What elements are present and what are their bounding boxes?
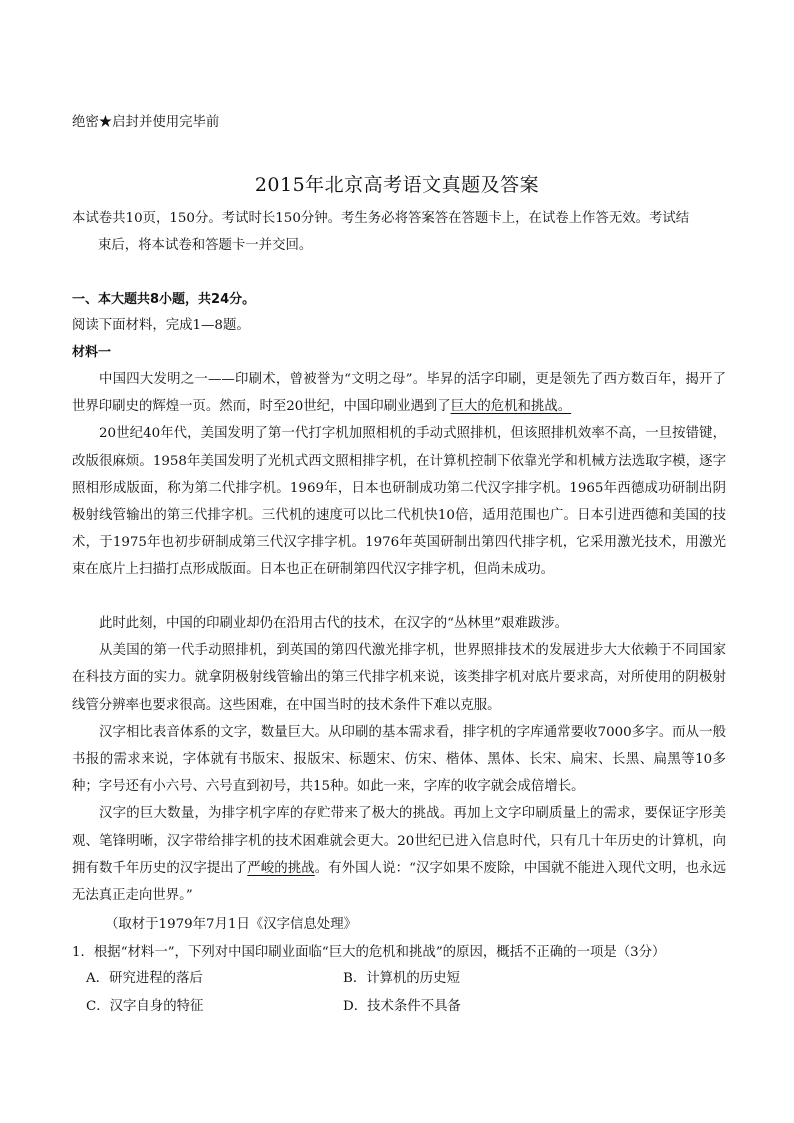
paragraph-5: 汉字相比表音体系的文字，数量巨大。从印刷的基本需求看，排字机的字库通常要收7000多字。而从一般书报的需求来说，字体就有书版宋、报版宋、标题宋、仿宋、楷体、黑体、长宋、扁宋、长黑、扁黑等10多种；字号还有小六号、六号直到初号，共15种。如此一来，字库的收字就会成倍增长。	[72, 724, 726, 795]
material-label: 材料一	[72, 345, 112, 360]
paragraph-1	[72, 366, 726, 420]
notice-line-2: 束后，将本试卷和答题卡一并交回。	[98, 238, 313, 253]
paragraph-6	[72, 800, 726, 909]
option-c: C．汉字自身的特征	[86, 999, 204, 1014]
paragraph-1-text: 中国四大发明之一——印刷术，曾被誉为“文明之母”。毕昇的活字印刷，更是领先了西方数百年，揭开了世界印刷史的辉煌一页。然而，时至20世纪，中国印刷业遇到了	[72, 372, 726, 415]
paragraph-6-text-a: 汉字的巨大数量，为排字机字库的存贮带来了极大的挑战。再加上文字印刷质量上的需求，要保证字形美观、笔锋明晰，汉字带给排字机的技术困难就会更大。20世纪已进入信息时代，只有几十年历史的计算机，向拥有数千年历史的汉字提出了	[72, 806, 726, 876]
option-d: D．技术条件不具备	[343, 999, 461, 1014]
underlined-phrase-challenge: 严峻的挑战	[247, 860, 315, 876]
confidential-mark: 绝密★启封并使用完毕前	[72, 115, 220, 130]
notice-line-1: 本试卷共10页，150分。考试时长150分钟。考生务必将答案答在答题卡上，在试卷上作答无效。考试结	[72, 211, 690, 226]
question-1-stem: 1．根据“材料一”，下列对中国印刷业面临“巨大的危机和挑战”的原因，概括不正确的一项是（3分）	[72, 945, 666, 960]
exam-notice	[72, 205, 724, 259]
material-body-part-2	[72, 610, 726, 909]
page-title: 2015年北京高考语文真题及答案	[254, 174, 540, 196]
underlined-phrase-crisis: 巨大的危机和挑战。	[450, 399, 572, 415]
material-body-part-1	[72, 366, 726, 584]
paragraph-2: 20世纪40年代，美国发明了第一代打字机加照相机的手动式照排机，但该照排机效率不高，一旦按错键，改版很麻烦。1958年美国发明了光机式西文照相排字机，在计算机控制下依靠光学和机械方法选取字模，逐字照相形成版面，称为第二代排字机。1969年，日本也研制成功第二代汉字排字机。1965年西德成功研制出阴极射线管输出的第三代排字机。三代机的速度可以比二代机快10倍，适用范围也广。日本引进西德和美国的技术，于1975年也初步研制成第三代汉字排字机。1976年英国研制出第四代排字机，它采用激光技术，用激光束在底片上扫描打点形成版面。日本也正在研制第四代汉字排字机，但尚未成功。	[72, 426, 726, 578]
paragraph-3: 此时此刻，中国的印刷业却仍在沿用古代的技术，在汉字的“丛林里”艰难跋涉。	[99, 616, 568, 631]
paragraph-6-text-b: 。有外国人说：“汉字如果不废除，中国就不能进入现代文明，也永远无法真正走向世界。”	[72, 860, 727, 904]
paragraph-4: 从美国的第一代手动照排机，到英国的第四代激光排字机，世界照排技术的发展进步大大依赖于不同国家在科技方面的实力。就拿阴极射线管输出的第三代排字机来说，该类排字机对底片要求高，对所使用的阴极射线管分辨率也要求很高。这些困难，在中国当时的技术条件下难以克服。	[72, 643, 726, 713]
reading-instruction: 阅读下面材料，完成1—8题。	[72, 318, 250, 333]
material-source: （取材于1979年7月1日《汉字信息处理》	[105, 917, 357, 932]
section-heading: 一、本大题共8小题，共24分。	[72, 292, 256, 307]
option-a: A．研究进程的落后	[86, 971, 203, 986]
option-b: B．计算机的历史短	[343, 971, 460, 986]
